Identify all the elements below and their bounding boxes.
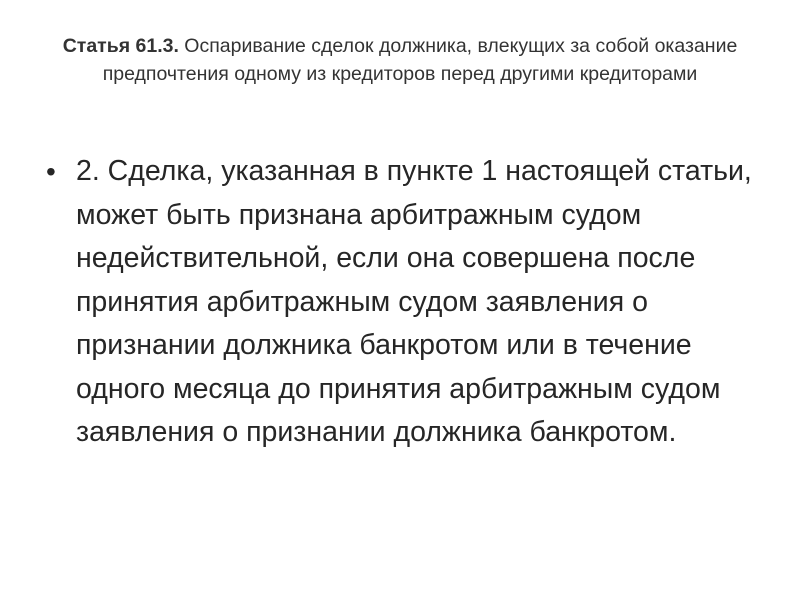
- slide-body: [44, 150, 760, 455]
- bullet-text: 2. Сделка, указанная в пункте 1 настоящей статьи, может быть признана арбитражным судом недействительной, если она совершена после принятия арбитражным судом заявления о признании должника банкротом или в течение одного месяца до принятия арбитражным судом заявления о признании должника банкротом.: [76, 155, 752, 448]
- article-number: Статья 61.3.: [62, 35, 179, 57]
- bullet-item: [44, 150, 760, 455]
- slide-title: [40, 32, 760, 88]
- bullet-marker: •: [46, 156, 56, 187]
- article-heading: Оспаривание сделок должника, влекущих за собой оказание предпочтения одному из кредиторов перед другими кредиторами: [102, 35, 738, 85]
